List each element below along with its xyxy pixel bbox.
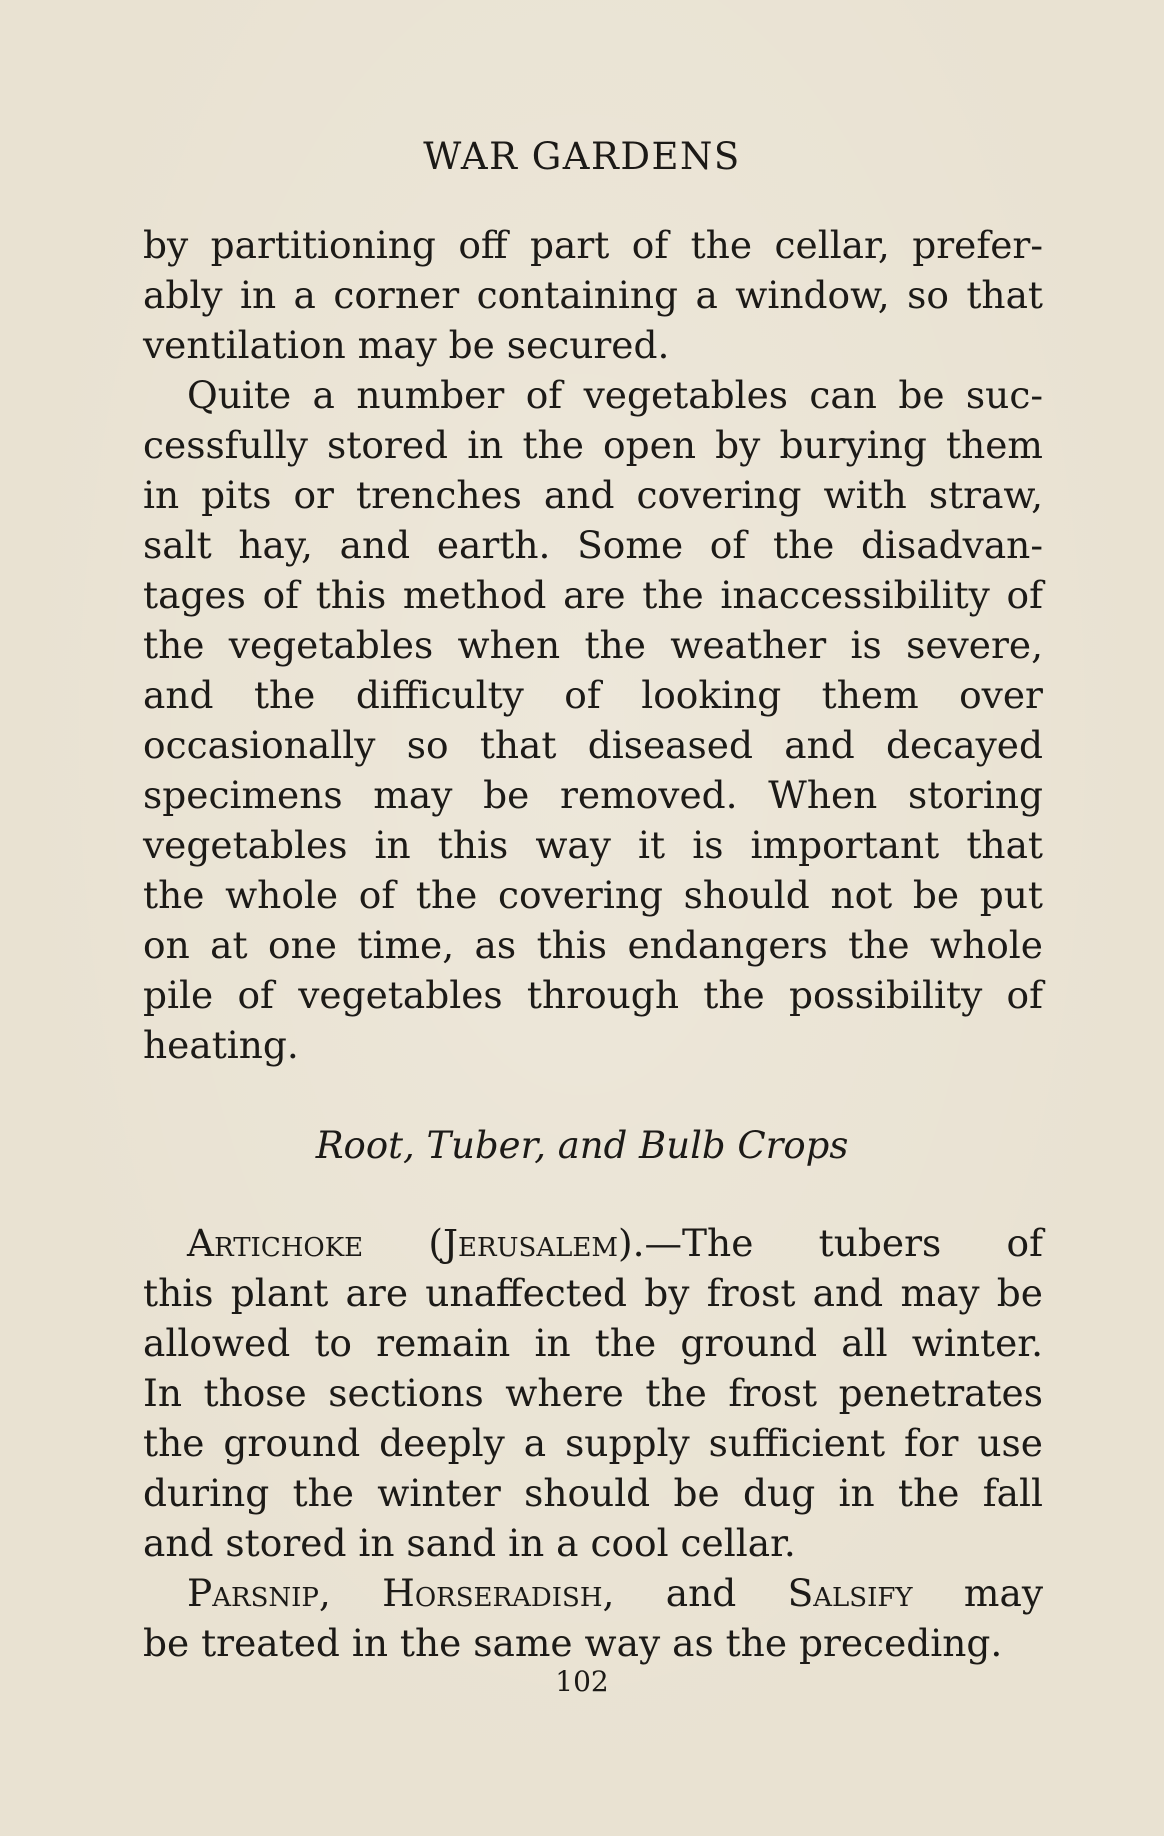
text-line: this plant are unaffected by frost and may be	[143, 1271, 1043, 1315]
text-line: and stored in sand in a cool cellar.	[143, 1521, 796, 1565]
body-text-bottom	[143, 1218, 1043, 1668]
text-line: in pits or trenches and covering with straw,	[143, 473, 1043, 517]
text-line: by partitioning off part of the cellar, prefer-	[143, 223, 1043, 267]
text-line: heating.	[143, 1023, 299, 1067]
entry-separator: , and	[602, 1571, 788, 1615]
text-line: during the winter should be dug in the fall	[143, 1471, 1043, 1515]
entry-parsnip-first-line	[143, 1568, 1043, 1618]
entry-term: Artichoke (Jerusalem).	[187, 1221, 645, 1265]
text-line: salt hay, and earth. Some of the disadvan-	[143, 523, 1043, 567]
text-line: In those sections where the frost penetrates	[143, 1371, 1043, 1415]
text-line: on at one time, as this endangers the whole	[143, 923, 1043, 967]
text-line: the whole of the covering should not be put	[143, 873, 1043, 917]
text-line: vegetables in this way it is important that	[143, 823, 1043, 867]
page-number: 102	[555, 1665, 609, 1698]
entry-text: —The tubers of	[644, 1221, 1044, 1265]
text-line: specimens may be removed. When storing	[143, 773, 1043, 817]
entry-term: Parsnip	[187, 1571, 319, 1615]
running-head: WAR GARDENS	[423, 135, 741, 178]
text-line: ably in a corner containing a window, so that	[143, 273, 1043, 317]
text-line: Quite a number of vegetables can be suc-	[187, 373, 1043, 417]
text-line: be treated in the same way as the preceding.	[143, 1621, 1003, 1665]
entry-term: Salsify	[787, 1571, 913, 1615]
text-line: the ground deeply a supply sufficient for use	[143, 1421, 1043, 1465]
text-line: pile of vegetables through the possibility of	[143, 973, 1043, 1017]
text-line: cessfully stored in the open by burying them	[143, 423, 1043, 467]
text-line: ventilation may be secured.	[143, 323, 670, 367]
text-line: occasionally so that diseased and decayed	[143, 723, 1043, 767]
text-line: the vegetables when the weather is severe,	[143, 623, 1043, 667]
entry-text: may	[912, 1571, 1044, 1615]
text-line: tages of this method are the inaccessibility of	[143, 573, 1043, 617]
section-heading: Root, Tuber, and Bulb Crops	[315, 1124, 849, 1167]
entry-term: Horseradish	[382, 1571, 603, 1615]
entry-artichoke-first-line	[143, 1218, 1043, 1268]
text-line: and the difficulty of looking them over	[143, 673, 1043, 717]
text-line: allowed to remain in the ground all winter.	[143, 1321, 1043, 1365]
entry-separator: ,	[318, 1571, 383, 1615]
body-text-top	[143, 220, 1043, 1070]
